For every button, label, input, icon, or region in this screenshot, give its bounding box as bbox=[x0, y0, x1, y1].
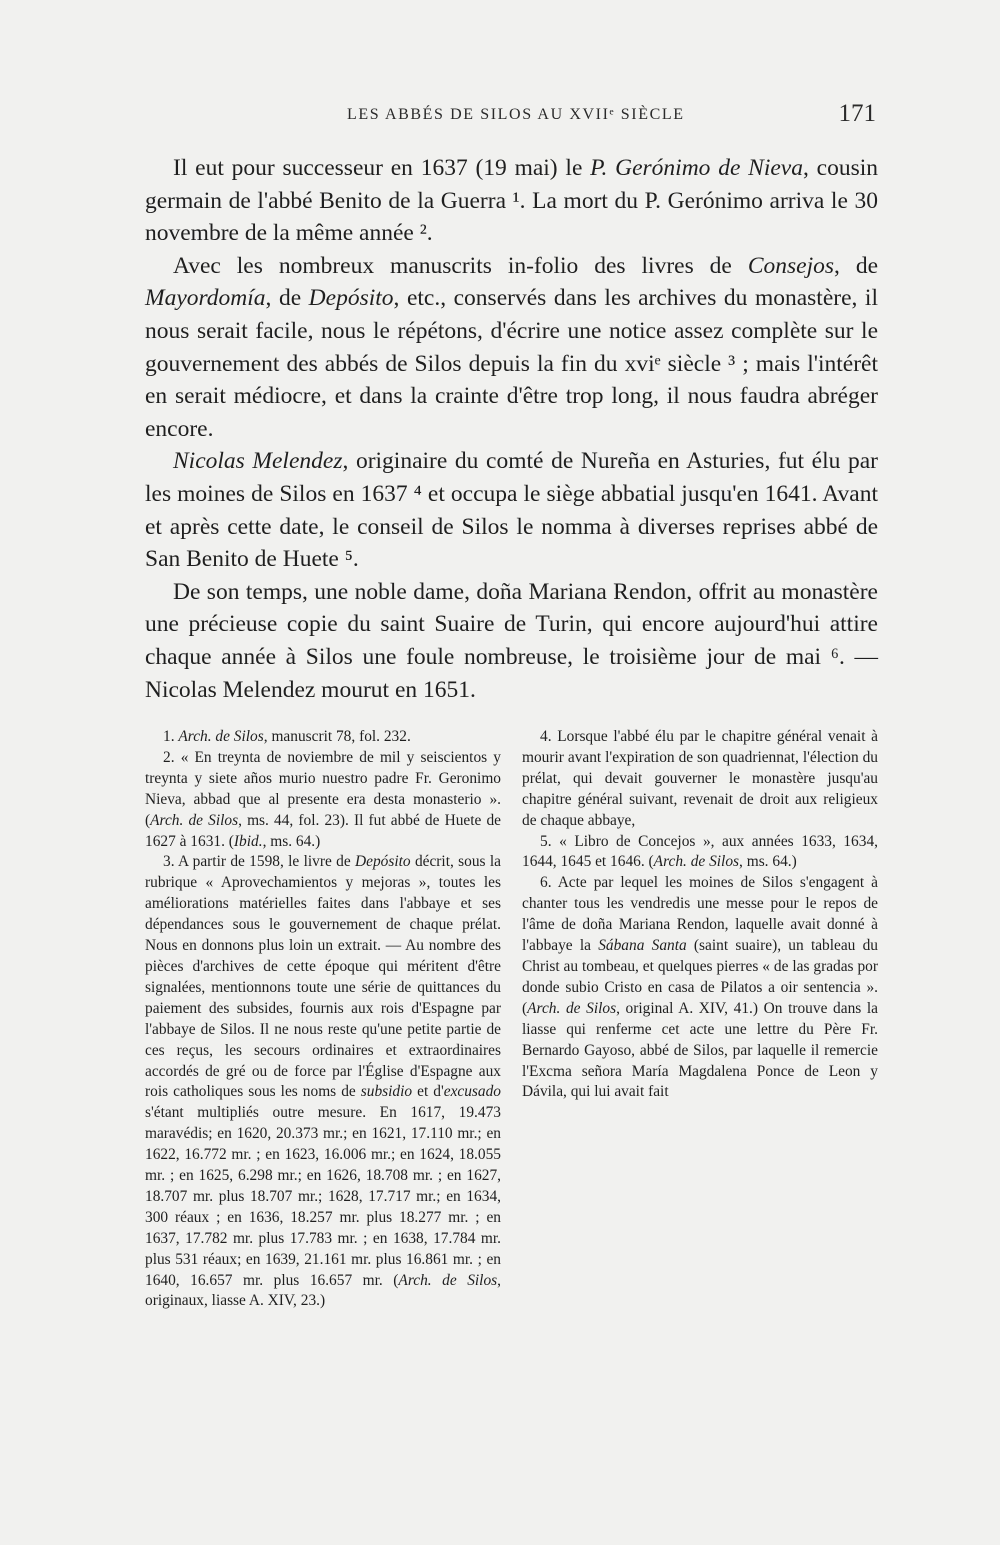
running-title: LES ABBÉS DE SILOS AU XVIIᵉ SIÈCLE bbox=[347, 106, 685, 123]
footnote-1: 1. Arch. de Silos, manuscrit 78, fol. 232. bbox=[163, 728, 411, 745]
page-header bbox=[145, 100, 878, 132]
footnote-2: 2. « En treynta de noviembre de mil y seiscientos y treynta y siete años murio nuestro padre Fr. Geronimo Nieva, abbad que al presente era desta monasterio ». (Arch. de Silos, ms. 44, fol. 23). Il fut abbé de Huete de 1627 à 1631. (Ibid., ms. 64.) bbox=[145, 748, 501, 850]
footnotes-left-column bbox=[145, 727, 501, 1312]
footnotes-right-column bbox=[522, 727, 878, 1312]
paragraph-2: Avec les nombreux manuscrits in-folio des livres de Consejos, de Mayordomía, de Depósito, etc., conservés dans les archives du monastère, il nous serait facile, nous le répétons, d'écrire une notice assez complète sur le gouvernement des abbés de Silos depuis la fin du xviᵉ siècle ³ ; mais l'intérêt en serait médiocre, et dans la crainte d'être trop long, il nous faudra abréger encore. bbox=[145, 252, 878, 442]
footnote-5: 5. « Libro de Concejos », aux années 1633, 1634, 1644, 1645 et 1646. (Arch. de Silos, ms. 64.) bbox=[522, 832, 878, 871]
paragraph-4: De son temps, une noble dame, doña Mariana Rendon, offrit au monastère une précieuse copie du saint Suaire de Turin, qui encore aujourd'hui attire chaque année à Silos une foule nombreuse, le troisième jour de mai ⁶. — Nicolas Melendez mourut en 1651. bbox=[145, 578, 878, 703]
footnote-3: 3. A partir de 1598, le livre de Depósito décrit, sous la rubrique « Aprovechamientos y mejoras », toutes les améliorations matérielles faites dans l'abbaye et ses dépendances sous le gouvernement de chaque prélat. Nous en donnons plus loin un extrait. — Au nombre des pièces d'archives de cette époque qui méritent d'être signalées, mentionnons toute une série de quittances du paiement des subsides, fournis aux rois d'Espagne par l'abbaye de Silos. Il ne nous reste qu'une petite partie de ces reçus, les secours ordinaires et extraordinaires accordés de gré ou de force par l'Église d'Espagne aux rois catholiques sous les noms de subsidio et d'excusado s'étant multipliés outre mesure. En 1617, 19.473 maravédis; en 1620, 20.373 mr.; en 1621, 17.110 mr.; en 1622, 16.772 mr. ; en 1623, 16.006 mr.; en 1624, 18.055 mr. ; en 1625, 6.298 mr.; en 1626, 18.708 mr. ; en 1627, 18.707 mr. plus 18.707 mr.; 1628, 17.717 mr.; en 1634, 300 réaux ; en 1636, 18.257 mr. plus 18.277 mr. ; en 1637, 17.782 mr. plus 17.783 mr. ; en 1638, 17.784 mr. plus 531 réaux; en 1639, 21.161 mr. plus 16.861 mr. ; en 1640, 16.657 mr. plus 16.657 mr. (Arch. de Silos, originaux, liasse A. XIV, 23.) bbox=[145, 853, 501, 1310]
main-text bbox=[145, 152, 878, 706]
footnote-4: 4. Lorsque l'abbé élu par le chapitre général venait à mourir avant l'expiration de son quadriennat, l'élection du prélat, qui devait gouverner le monastère jusqu'au chapitre général suivant, revenait de droit aux religieux de chaque abbaye, bbox=[522, 728, 878, 829]
page-number: 171 bbox=[838, 100, 876, 127]
footnotes bbox=[145, 727, 878, 1312]
footnote-6: 6. Acte par lequel les moines de Silos s'engagent à chanter tous les vendredis une messe pour le repos de l'âme de doña Mariana Rendon, laquelle avait donné à l'abbaye la Sábana Santa (saint suaire), un tableau du Christ au tombeau, et quelques pierres « de las gradas por donde subio Cristo en casa de Pilatos a oir sentencia ». (Arch. de Silos, original A. XIV, 41.) On trouve dans la liasse qui renferme cet acte une lettre du Père Fr. Bernardo Gayoso, abbé de Silos, par laquelle il remercie l'Excma señora María Magdalena Ponce de Leon y Dávila, qui lui avait fait bbox=[522, 874, 879, 1101]
paragraph-3: Nicolas Melendez, originaire du comté de Nureña en Asturies, fut élu par les moines de Silos en 1637 ⁴ et occupa le siège abbatial jusqu'en 1641. Avant et après cette date, le conseil de Silos le nomma à diverses reprises abbé de San Benito de Huete ⁵. bbox=[145, 448, 878, 573]
paragraph-1: Il eut pour successeur en 1637 (19 mai) le P. Gerónimo de Nieva, cousin germain de l'abbé Benito de la Guerra ¹. La mort du P. Gerónimo arriva le 30 novembre de la même année ². bbox=[145, 155, 878, 247]
